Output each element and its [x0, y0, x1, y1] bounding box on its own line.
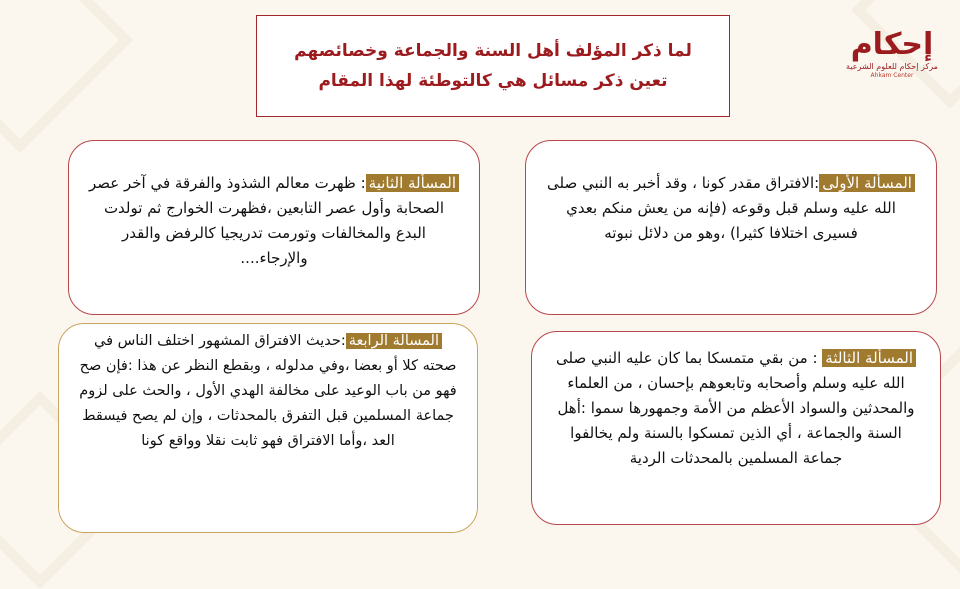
- logo-tagline: Ahkam Center: [870, 72, 914, 79]
- issue-card-first: [525, 140, 937, 315]
- logo-subtitle: مركز إحكام للعلوم الشرعية: [846, 62, 938, 71]
- issue-card-fourth: [58, 323, 478, 533]
- issue-label: المسألة الأولى: [819, 174, 915, 192]
- issue-card-second: [68, 140, 480, 315]
- background-pattern: [0, 0, 133, 153]
- logo-mark: إحكام: [850, 27, 934, 62]
- issue-card-third: [531, 331, 941, 525]
- slide-title-box: [256, 15, 730, 117]
- issue-label: المسألة الثانية: [366, 174, 459, 192]
- issue-text: : من بقي متمسكا بما كان عليه النبي صلى الله عليه وسلم وأصحابه وتابعوهم بإحسان ، من العلماء والمحدثين والسواد الأعظم من الأمة وجمهورها سموا :أهل السنة والجماعة ، أي الذين تمسكوا بالسنة ولم يخالفوا جماعة المسلمين بالمحدثات الردية: [556, 349, 915, 467]
- slide-title-line-1: لما ذكر المؤلف أهل السنة والجماعة وخصائصهم: [294, 41, 692, 61]
- issue-text: :حديث الافتراق المشهور اختلف الناس في صحته كلا أو بعضا ،وفي مدلوله ، وبقطع النظر عن هذا :فإن صح فهو من باب الوعيد على مخالفة الهدي الأول ، والحث على لزوم جماعة المسلمين قبل التفرق بالمحدثات ، وإن لم يصح فيسقط العد ،وأما الافتراق فهو ثابت نقلا وواقع كونا: [79, 333, 457, 449]
- issue-label: المسألة الرابعة: [346, 333, 442, 349]
- issue-text: : ظهرت معالم الشذوذ والفرقة في آخر عصر الصحابة وأول عصر التابعين ،فظهرت الخوارج ثم تولدت البدع والمخالفات وتورمت تدريجيا كالرفض والقدر والإرجاء....: [88, 174, 445, 267]
- issue-text: :الافتراق مقدر كونا ، وقد أخبر به النبي صلى الله عليه وسلم قبل وقوعه (فإنه من يعش منكم بعدي فسيرى اختلافا كثيرا) ،وهو من دلائل نبوته: [547, 174, 896, 242]
- slide-title-line-2: تعين ذكر مسائل هي كالتوطئة لهذا المقام: [318, 71, 668, 91]
- ahkam-logo: [842, 28, 942, 98]
- issue-label: المسألة الثالثة: [822, 349, 916, 367]
